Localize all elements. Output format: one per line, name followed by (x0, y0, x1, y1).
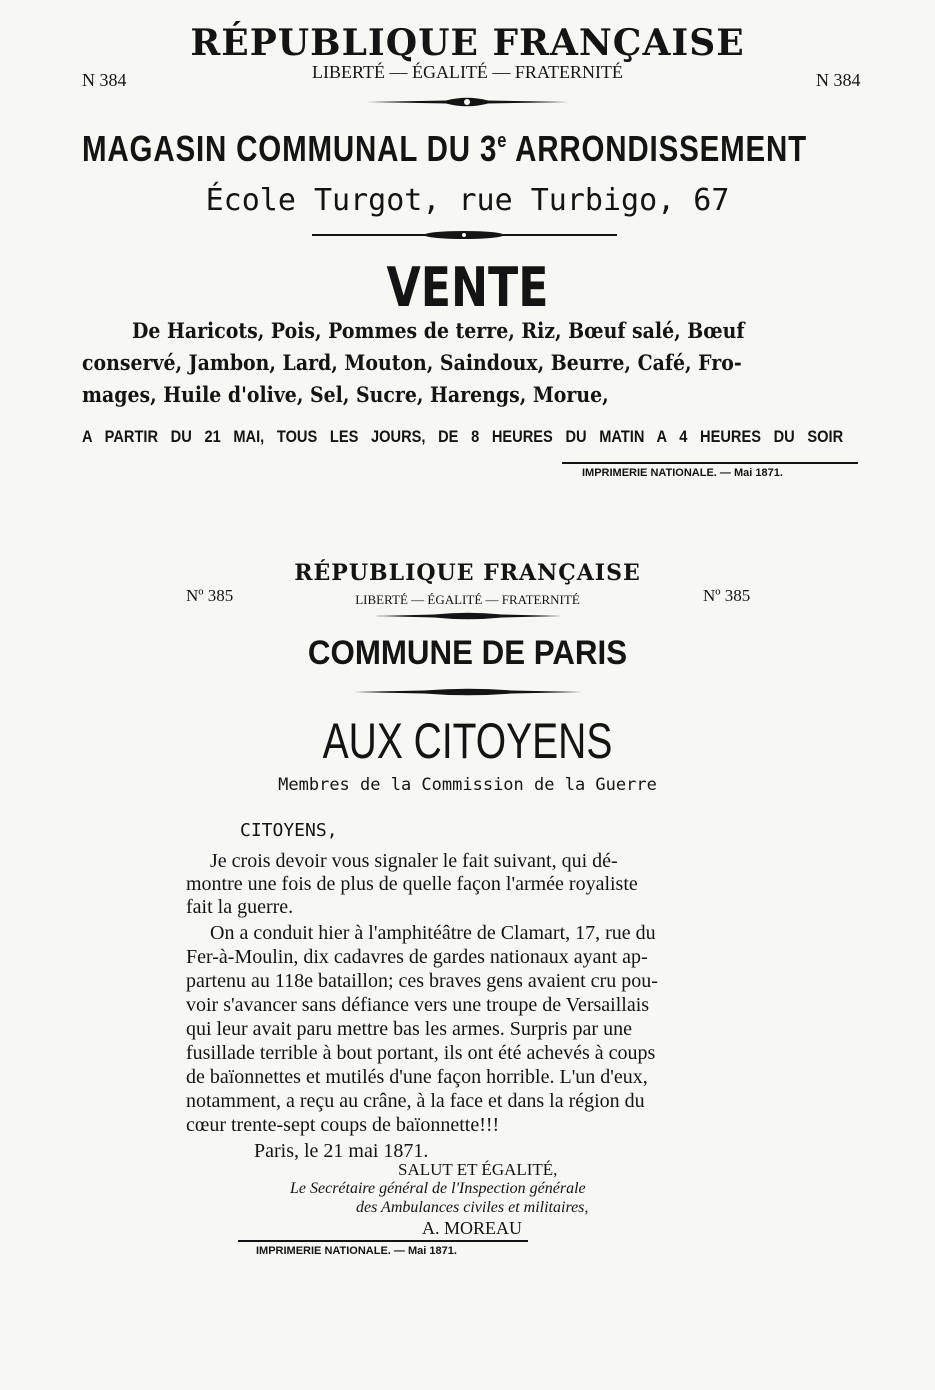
ornament-divider-icon (374, 612, 562, 620)
body-line: partenu au 118e bataillon; ces braves gens avaient cru pou- (186, 970, 658, 992)
poster-385-salutation: CITOYENS, (240, 820, 338, 841)
poster-384-motto: LIBERTÉ — ÉGALITÉ — FRATERNITÉ (312, 62, 623, 82)
body-line: qui leur avait paru mettre bas les armes. Surpris par une (186, 1018, 632, 1040)
poster-384-address: École Turgot, rue Turbigo, 67 (205, 183, 730, 218)
poster-385-printer: IMPRIMERIE NATIONALE. — Mai 1871. (256, 1245, 457, 1257)
poster-385-closing: SALUT ET ÉGALITÉ, (398, 1160, 558, 1179)
poster-385-motto: LIBERTÉ — ÉGALITÉ — FRATERNITÉ (355, 592, 580, 607)
body-line: montre une fois de plus de quelle façon l'armée royaliste (186, 873, 638, 895)
poster-385-signatory-title: des Ambulances civiles et militaires, (356, 1199, 589, 1216)
body-line: notamment, a reçu au crâne, à la face et dans la région du (186, 1090, 645, 1112)
poster-384-number-left: N 384 (82, 70, 127, 90)
poster-384-heading (82, 128, 808, 170)
divider-rule (562, 462, 858, 464)
poster-384-sale-heading: VENTE (386, 256, 549, 319)
poster-385-heading: COMMUNE DE PARIS (307, 634, 628, 672)
poster-384-printer: IMPRIMERIE NATIONALE. — Mai 1871. (582, 467, 783, 479)
ornament-divider-icon (312, 230, 617, 238)
body-line: On a conduit hier à l'amphitéâtre de Clamart, 17, rue du (210, 922, 656, 944)
poster-384-goods-line: mages, Huile d'olive, Sel, Sucre, Harengs, Morue, (82, 382, 609, 407)
body-line: cœur trente-sept coups de baïonnette!!! (186, 1114, 500, 1136)
ornament-divider-icon (354, 688, 582, 696)
body-line: fusillade terrible à bout portant, ils ont été achevés à coups (186, 1042, 656, 1064)
poster-384-goods-line: De Haricots, Pois, Pommes de terre, Riz, Bœuf salé, Bœuf (132, 318, 745, 343)
body-line: Je crois devoir vous signaler le fait suivant, qui dé- (210, 850, 618, 872)
poster-384-goods-line: conservé, Jambon, Lard, Mouton, Saindoux, Beurre, Café, Fro- (82, 350, 742, 375)
poster-385-place-date: Paris, le 21 mai 1871. (254, 1140, 429, 1162)
body-line: de baïonnettes et mutilés d'une façon horrible. L'un d'eux, (186, 1066, 648, 1088)
ornament-divider-icon (366, 97, 569, 105)
poster-384-number-right: N 384 (816, 70, 861, 90)
poster-385-addressee: AUX CITOYENS (322, 713, 613, 769)
poster-385-recipients: Membres de la Commission de la Guerre (278, 775, 657, 795)
body-line: Fer-à-Moulin, dix cadavres de gardes nationaux ayant ap- (186, 946, 648, 968)
body-line: fait la guerre. (186, 896, 294, 918)
heading-main: MAGASIN COMMUNAL DU 3 (82, 128, 498, 169)
poster-384-title: RÉPUBLIQUE FRANÇAISE (190, 22, 745, 64)
poster-385-signatory-title: Le Secrétaire général de l'Inspection générale (290, 1180, 586, 1197)
poster-385-number-right: Nº 385 (703, 586, 751, 605)
heading-superscript: e (497, 130, 508, 152)
body-line: voir s'avancer sans défiance vers une troupe de Versaillais (186, 994, 650, 1016)
poster-385-number-left: Nº 385 (186, 586, 234, 605)
heading-tail: ARRONDISSEMENT (507, 128, 808, 169)
divider-rule (238, 1240, 528, 1242)
poster-385-title: RÉPUBLIQUE FRANÇAISE (294, 560, 641, 586)
poster-384-schedule: A PARTIR DU 21 MAI, TOUS LES JOURS, DE 8 HEURES DU MATIN A 4 HEURES DU SOIR (82, 427, 844, 446)
poster-385-signature: A. MOREAU (422, 1218, 523, 1238)
